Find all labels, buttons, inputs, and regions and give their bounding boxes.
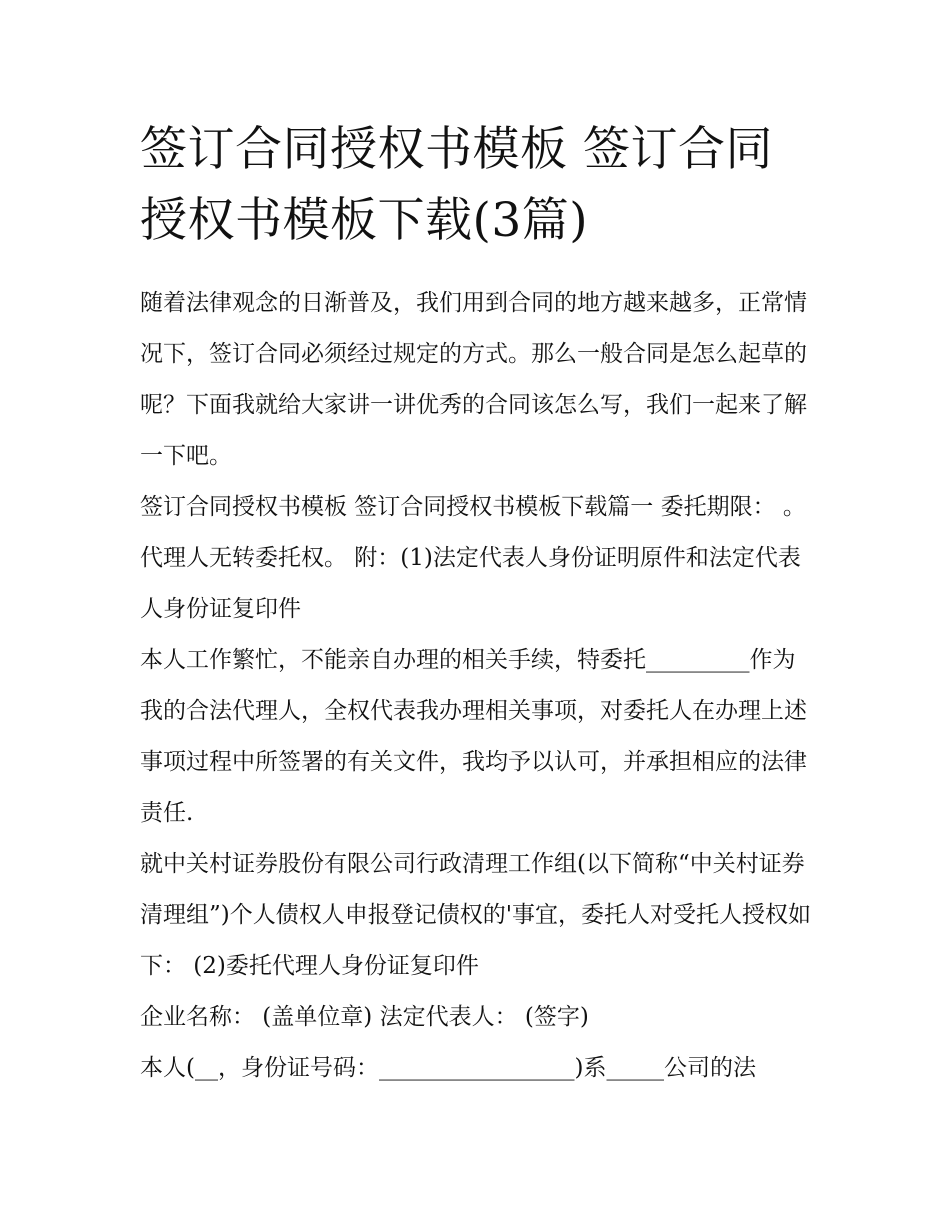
- signature-line: 企业名称： (盖单位章) 法定代表人： (签字): [140, 1004, 589, 1030]
- title-block: [140, 114, 812, 256]
- document-title: 签订合同授权书模板 签订合同授权书模板下载(3篇): [140, 122, 773, 248]
- section-one-paragraph: 签订合同授权书模板 签订合同授权书模板下载篇一 委托期限： 。 代理人无转委托权。 附：(1)法定代表人身份证明原件和法定代表人身份证复印件: [140, 494, 806, 622]
- identity-paragraph: 本人(__，身份证号码：_________________)系_____公司的法: [140, 1055, 756, 1081]
- intro-paragraph: 随着法律观念的日渐普及，我们用到合同的地方越来越多，正常情况下，签订合同必须经过规定的方式。那么一般合同是怎么起草的呢？下面我就给大家讲一讲优秀的合同该怎么写，我们一起来了解一下吧。: [140, 290, 807, 469]
- authorization-paragraph: 就中关村证券股份有限公司行政清理工作组(以下简称“中关村证券清理组”)个人债权人申报登记债权的'事宜，委托人对受托人授权如下： (2)委托代理人身份证复印件: [140, 851, 812, 979]
- delegation-paragraph: 本人工作繁忙，不能亲自办理的相关手续，特委托_________作为我的合法代理人，全权代表我办理相关事项，对委托人在办理上述事项过程中所签署的有关文件，我均予以认可，并承担相应的法律责任.: [140, 647, 807, 826]
- document-page: [140, 114, 812, 1094]
